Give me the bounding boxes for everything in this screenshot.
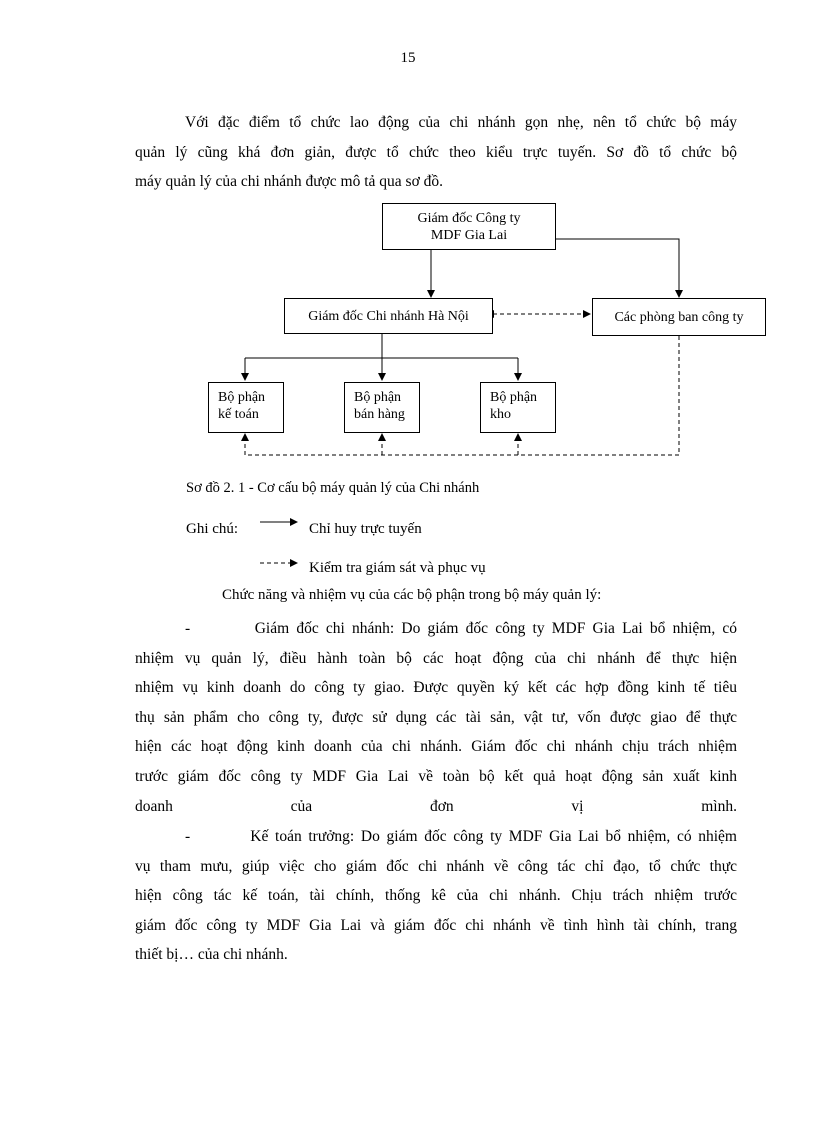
functions-intro: Chức năng và nhiệm vụ của các bộ phận trong bộ máy quản lý: [222, 587, 602, 603]
intro-line-1: Với đặc điểm tổ chức lao động của chi nhánh gọn nhẹ, nên tổ chức bộ máy [185, 114, 737, 131]
box-accounting-line-2: kế toán [218, 407, 259, 422]
section-2-line-3: hiện công tác kế toán, tài chính, thống kê của chi nhánh. Chịu trách nhiệm trước [135, 887, 737, 905]
section-1-line-1: - Giám đốc chi nhánh: Do giám đốc công ty MDF Gia Lai bổ nhiệm, có [185, 620, 737, 637]
section-branch-director [135, 614, 737, 821]
section-1-line-4: thụ sản phẩm cho công ty, được sử dụng các tài sản, vật tư, vốn được giao để thực [135, 708, 737, 726]
legend-label: Ghi chú: [186, 521, 239, 537]
legend-solid-text: Chỉ huy trực tuyến [309, 521, 422, 537]
section-1-line-7: doanh của đơn vị mình. [135, 797, 737, 815]
page-number: 15 [400, 50, 416, 66]
section-2-line-4: giám đốc công ty MDF Gia Lai và giám đốc chi nhánh về tình hình tài chính, trang [135, 916, 737, 934]
section-1-line-6: trước giám đốc công ty MDF Gia Lai về toàn bộ kết quả hoạt động sản xuất kinh [135, 767, 737, 785]
box-sales-unit [344, 382, 420, 433]
box-accounting-line-1: Bộ phận [218, 390, 266, 405]
section-1-line-2: nhiệm vụ quản lý, điều hành toàn bộ các hoạt động của chi nhánh để thực hiện [135, 649, 737, 667]
section-1-line-5: hiện các hoạt động kinh doanh của chi nhánh. Giám đốc chi nhánh chịu trách nhiệm [135, 738, 737, 756]
box-company-director-line-2: MDF Gia Lai [430, 227, 508, 243]
box-warehouse-line-2: kho [490, 407, 511, 422]
section-2-line-5: thiết bị… của chi nhánh. [135, 946, 288, 964]
legend-dashed-text: Kiểm tra giám sát và phục vụ [309, 560, 486, 576]
box-sales-line-1: Bộ phận [354, 390, 402, 405]
box-company-director [382, 203, 556, 250]
box-company-departments-label: Các phòng ban công ty [614, 309, 744, 325]
intro-line-3: máy quản lý của chi nhánh được mô tả qua sơ đồ. [135, 173, 444, 191]
line-top-to-departments [556, 239, 679, 297]
section-1-line-3: nhiệm vụ kinh doanh do công ty giao. Được quyền ký kết các hợp đồng kinh tế tiêu [135, 679, 737, 697]
box-warehouse-line-1: Bộ phận [490, 390, 538, 405]
box-branch-director [284, 298, 493, 334]
box-warehouse-unit [480, 382, 556, 433]
section-chief-accountant [135, 822, 737, 970]
section-2-line-2: vụ tham mưu, giúp việc cho giám đốc chi nhánh về công tác chỉ đạo, tổ chức thực [135, 857, 737, 875]
box-company-departments [592, 298, 766, 336]
box-branch-director-label: Giám đốc Chi nhánh Hà Nội [308, 308, 469, 324]
box-sales-line-2: bán hàng [354, 407, 405, 422]
diagram-caption: Sơ đồ 2. 1 - Cơ cấu bộ máy quản lý của Chi nhánh [186, 480, 480, 496]
intro-line-2: quản lý cũng khá đơn giản, được tổ chức theo kiểu trực tuyến. Sơ đồ tổ chức bộ [135, 143, 737, 161]
line-departments-down [245, 336, 679, 455]
box-company-director-line-1: Giám đốc Công ty [417, 210, 521, 226]
section-2-line-1: - Kế toán trưởng: Do giám đốc công ty MDF Gia Lai bổ nhiệm, có nhiệm [185, 828, 737, 845]
box-accounting-unit [208, 382, 284, 433]
